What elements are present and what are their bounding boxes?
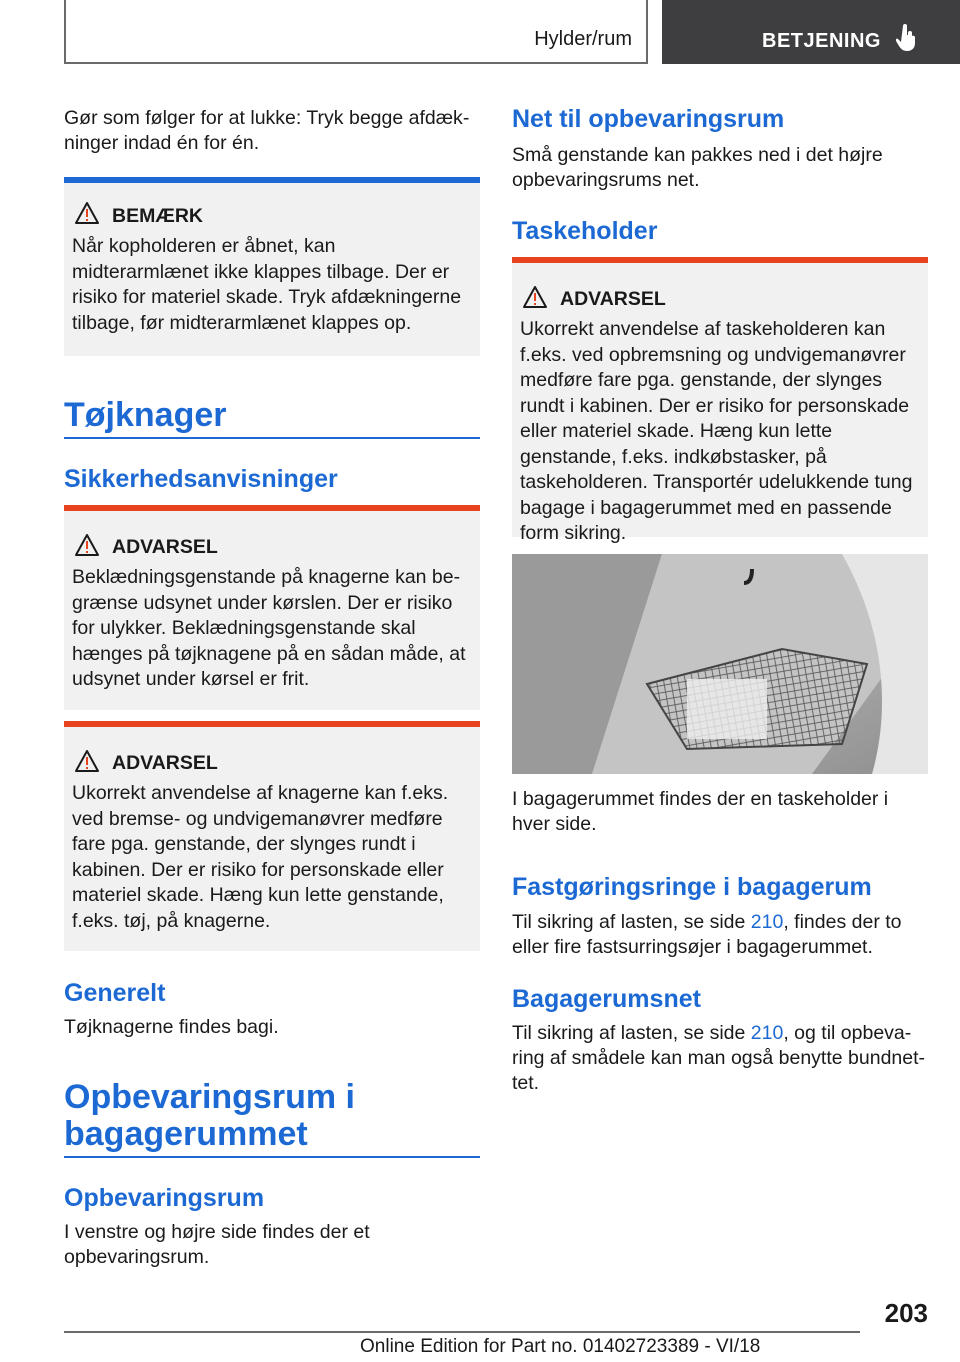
fastgoring-text	[512, 910, 928, 960]
note-text: Når kopholderen er åbnet, kan midterarmlænet ikke klappes tilbage. Der er risiko for materiel skade. Tryk afdækningerne tilbage, før midterarmlænet klappes op.	[72, 235, 462, 334]
warning-title: ADVARSEL	[112, 536, 218, 558]
warning-text: Ukorrekt anvendelse af knagerne kan f.eks. ved bremse- og undvigemanøvrer medføre fare pga. genstande, der slynges rundt i kabinen. Der er risiko for personskade eller materiel skade. Hæng kun lette genstande, f.eks. tøj, på knagerne.	[72, 782, 449, 932]
page-number: 203	[884, 1298, 928, 1328]
heading-opbevaringsrum: Opbevaringsrum	[64, 1184, 265, 1212]
heading-bagagerumsnet: Bagagerumsnet	[512, 985, 701, 1013]
footer-rule	[64, 1331, 860, 1333]
warning-box-2	[64, 721, 480, 951]
intro-paragraph: Gør som følger for at lukke: Tryk begge afdækninger indad én for én.	[64, 107, 470, 154]
warning-box-1	[64, 505, 480, 710]
note-title: BEMÆRK	[112, 205, 203, 227]
heading-rule	[64, 437, 480, 439]
warning-triangle-icon	[522, 285, 548, 314]
photo-caption: I bagagerummet findes der en taskeholder i hver side.	[512, 788, 889, 835]
heading-opbevaring-line1: Opbevaringsrum i	[64, 1078, 355, 1116]
warning-bar	[64, 505, 480, 511]
heading-opbevaring-line2: bagagerummet	[64, 1115, 308, 1153]
note-box	[64, 177, 480, 356]
fastgoring-text-pre: Til sikring af lasten, se side	[512, 911, 751, 933]
footer-edition: Online Edition for Part no. 01402723389 - VI/18	[360, 1336, 761, 1357]
warning-box-3	[512, 257, 928, 544]
heading-sikkerhed: Sikkerhedsanvisninger	[64, 465, 338, 493]
bagagerumsnet-text-post: , og til opbevaring af smådele kan man også benytte bundnettet.	[512, 1022, 926, 1094]
page-link-210[interactable]: 210	[750, 1022, 784, 1044]
heading-taskeholder: Taskeholder	[512, 217, 658, 245]
warning-bar	[64, 721, 480, 727]
warning-text: Ukorrekt anvendelse af taskeholderen kan f.eks. ved opbremsning og undvigemanøvrer medføre fare pga. genstande, der slynges rundt i kabinen. Der er risiko for personskade eller materiel skade. Hæng kun lette genstande, f.eks. indkøbstasker, på taskeholderen. Transportér udelukkende tung bagage i bagagerummet med en passende form sikring.	[520, 318, 913, 544]
warning-bar	[512, 257, 928, 263]
warning-text: Beklædningsgenstande på knagerne kan begrænse udsynet under kørslen. Der er risiko for ulykker. Beklædningsgenstande skal hænges på tøjknagene på en sådan måde, at udsynet under kørsel er frit.	[72, 566, 466, 690]
bagagerumsnet-text	[512, 1021, 928, 1096]
heading-net: Net til opbevaringsrum	[512, 105, 785, 133]
heading-generelt: Generelt	[64, 979, 166, 1007]
warning-triangle-icon	[74, 533, 100, 562]
heading-tojknager: Tøjknager	[64, 396, 227, 434]
fastgoring-text-post: , findes der to eller fire fastsurringsøjer i bagagerummet.	[512, 911, 902, 958]
generelt-text: Tøjknagerne findes bagi.	[64, 1016, 279, 1038]
bagagerumsnet-text-pre: Til sikring af lasten, se side	[512, 1022, 751, 1044]
header-chapter-label: BETJENING	[762, 30, 881, 52]
net-text: Små genstande kan pakkes ned i det højre opbevaringsrums net.	[512, 144, 883, 191]
note-bar	[64, 177, 480, 183]
hand-pointer-icon	[896, 24, 916, 57]
page-link-210[interactable]: 210	[750, 911, 784, 933]
header-chapter-tab	[662, 0, 960, 64]
warning-title: ADVARSEL	[560, 288, 666, 310]
trunk-photo	[512, 554, 928, 774]
opbevaringsrum-text: I venstre og højre side findes der et opbevaringsrum.	[64, 1221, 370, 1268]
header-section-box	[64, 0, 648, 64]
heading-fastgoring: Fastgøringsringe i bagagerum	[512, 873, 872, 901]
warning-triangle-icon	[74, 201, 100, 230]
header-section-title: Hylder/rum	[534, 28, 632, 50]
warning-triangle-icon	[74, 749, 100, 778]
heading-rule	[64, 1156, 480, 1158]
warning-title: ADVARSEL	[112, 752, 218, 774]
